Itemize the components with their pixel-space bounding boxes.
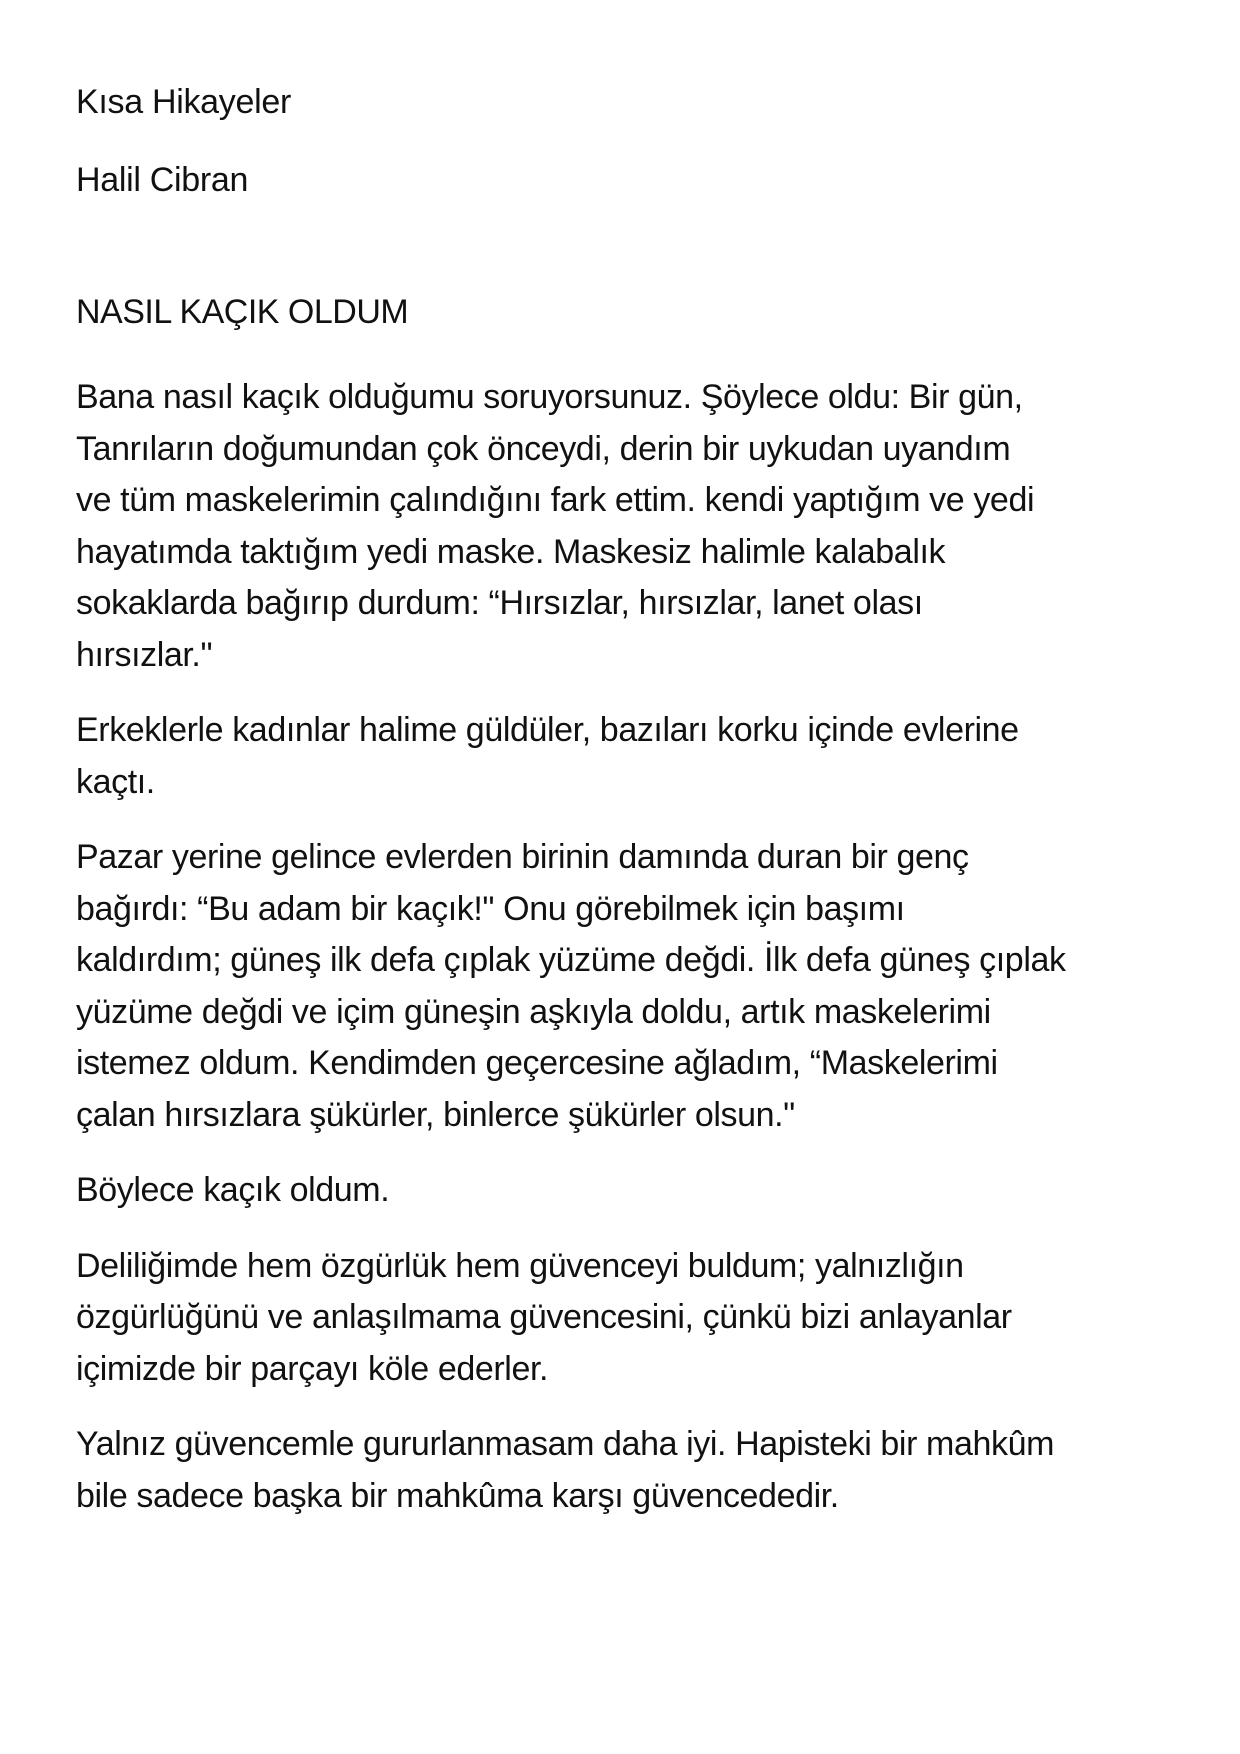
paragraph-line: bağırdı: “Bu adam bir kaçık!" Onu görebilmek için başımı xyxy=(76,889,905,928)
book-title: Kısa Hikayeler xyxy=(76,83,291,121)
paragraph-line: içimizde bir parçayı köle ederler. xyxy=(76,1349,549,1388)
paragraph-line: hayatımda taktığım yedi maske. Maskesiz halimle kalabalık xyxy=(76,532,946,571)
paragraph-line: Pazar yerine gelince evlerden birinin damında duran bir genç xyxy=(76,838,969,876)
paragraph-line: kaçtı. xyxy=(76,762,155,801)
paragraph-line: kaldırdım; güneş ilk defa çıplak yüzüme değdi. İlk defa güneş çıplak xyxy=(76,941,1066,979)
story-paragraph xyxy=(76,372,1164,681)
story-paragraph xyxy=(76,1419,1164,1522)
paragraph-line: ve tüm maskelerimin çalındığını fark ettim. kendi yaptığım ve yedi xyxy=(76,481,1035,519)
story-body xyxy=(76,372,1164,1522)
story-title: NASIL KAÇIK OLDUM xyxy=(76,293,409,331)
paragraph-line: hırsızlar." xyxy=(76,635,213,674)
paragraph-line: Bana nasıl kaçık olduğumu soruyorsunuz. Şöylece oldu: Bir gün, xyxy=(76,378,1023,416)
author-name: Halil Cibran xyxy=(76,161,249,199)
paragraph-line: yüzüme değdi ve içim güneşin aşkıyla doldu, artık maskelerimi xyxy=(76,992,991,1031)
story-paragraph xyxy=(76,1241,1164,1396)
paragraph-line: sokaklarda bağırıp durdum: “Hırsızlar, hırsızlar, lanet olası xyxy=(76,584,923,622)
paragraph-line: Tanrıların doğumundan çok önceydi, derin bir uykudan uyandım xyxy=(76,429,1011,468)
paragraph-line: bile sadece başka bir mahkûma karşı güvencededir. xyxy=(76,1476,839,1515)
story-paragraph xyxy=(76,705,1164,808)
paragraph-line: Erkeklerle kadınlar halime güldüler, bazıları korku içinde evlerine xyxy=(76,711,1019,749)
paragraph-line: Deliliğimde hem özgürlük hem güvenceyi buldum; yalnızlığın xyxy=(76,1246,964,1285)
paragraph-line: istemez oldum. Kendimden geçercesine ağladım, “Maskelerimi xyxy=(76,1044,998,1082)
paragraph-line: Böylece kaçık oldum. xyxy=(76,1171,390,1209)
story-paragraph xyxy=(76,1165,1164,1217)
paragraph-line: çalan hırsızlara şükürler, binlerce şükürler olsun." xyxy=(76,1095,795,1134)
paragraph-line: özgürlüğünü ve anlaşılmama güvencesini, çünkü bizi anlayanlar xyxy=(76,1298,1012,1336)
paragraph-line: Yalnız güvencemle gururlanmasam daha iyi. Hapisteki bir mahkûm xyxy=(76,1425,1055,1463)
story-paragraph xyxy=(76,832,1164,1141)
